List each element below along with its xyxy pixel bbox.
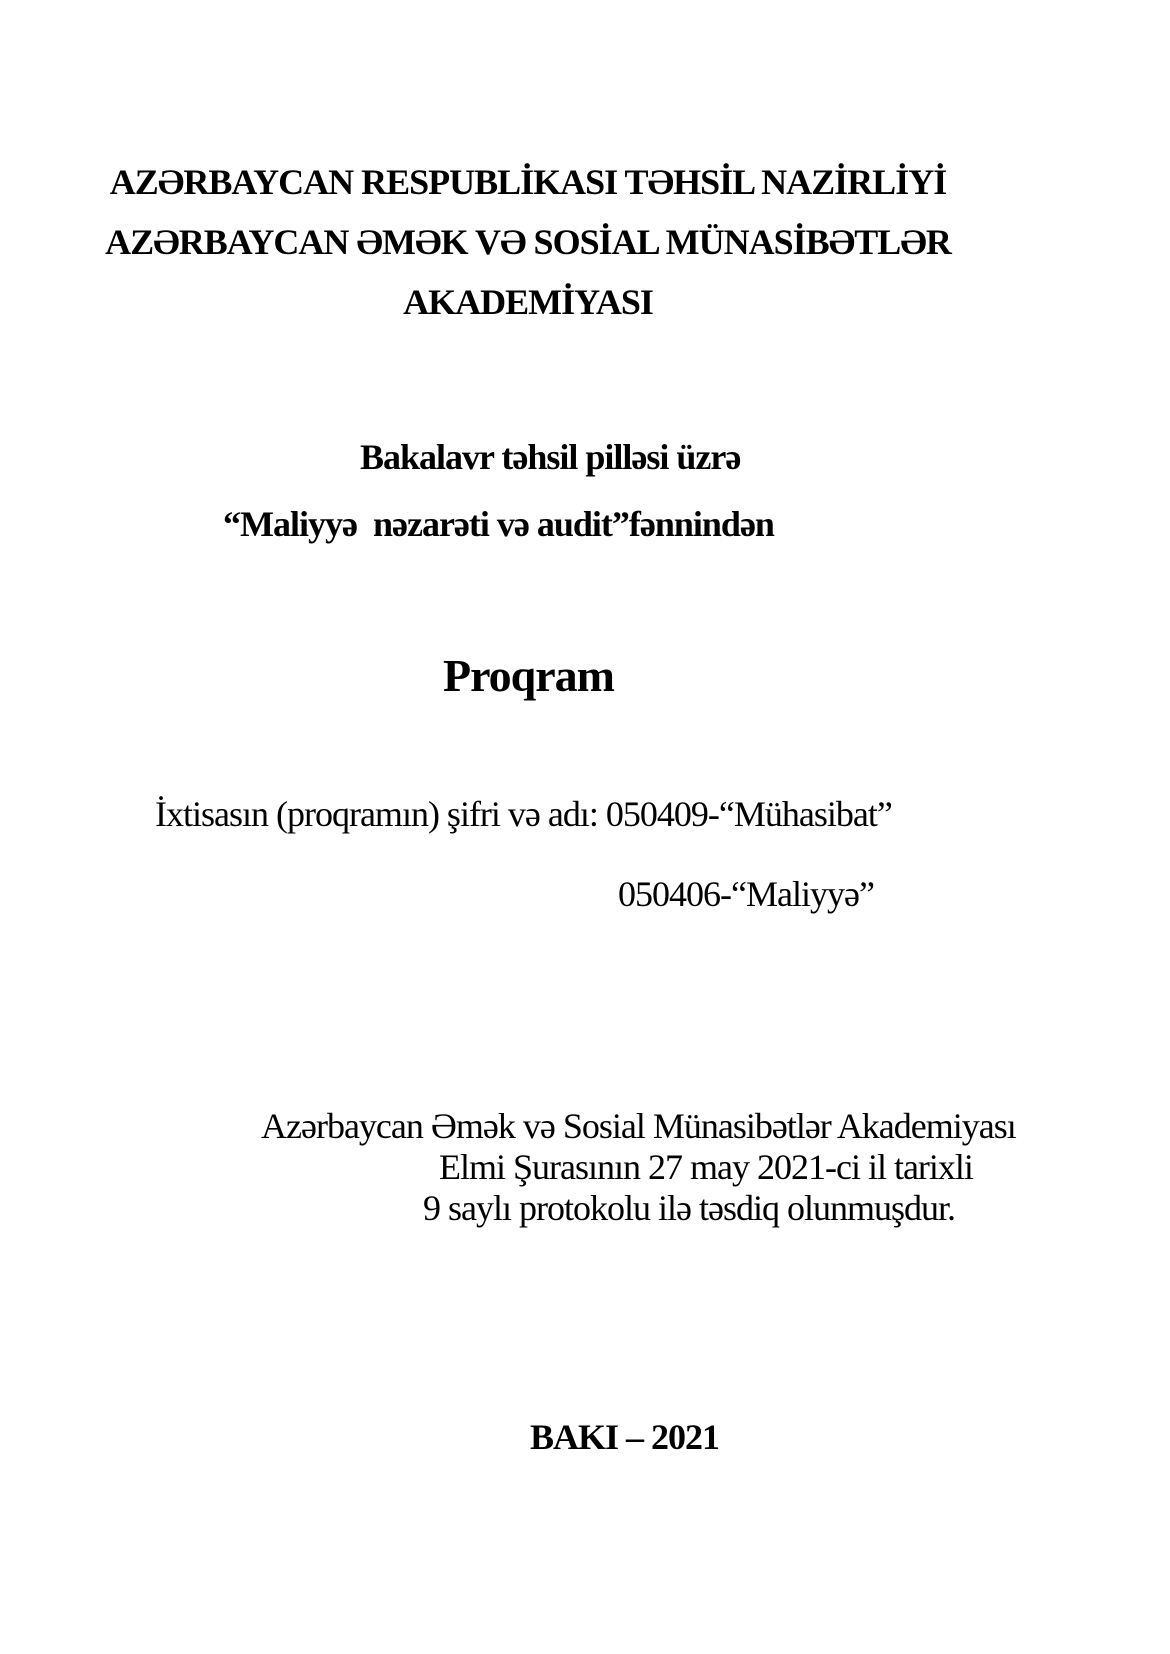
document-title: Proqram — [443, 650, 615, 701]
specialty-code-line-1: İxtisasın (proqramın) şifri və adı: 050409-“Mühasibat” — [155, 794, 892, 834]
approval-protocol-line: 9 saylı protokolu ilə təsdiq olunmuşdur. — [423, 1188, 955, 1228]
approval-academy-line: Azərbaycan Əmək və Sosial Münasibətlər Akademiyası — [261, 1106, 1016, 1146]
academy-name-line: AZƏRBAYCAN ƏMƏK VƏ SOSİAL MÜNASİBƏTLƏR — [105, 222, 951, 262]
ministry-line: AZƏRBAYCAN RESPUBLİKASI TƏHSİL NAZİRLİYİ — [109, 162, 947, 202]
subject-name-line: “Maliyyə nəzarəti və audit”fənnindən — [223, 504, 774, 544]
approval-council-date-line: Elmi Şurasının 27 may 2021-ci il tarixli — [439, 1147, 973, 1187]
city-year-line: BAKI – 2021 — [530, 1417, 720, 1457]
academy-name-line2: AKADEMİYASI — [403, 282, 653, 322]
header-block — [0, 152, 1056, 332]
specialty-code-line-2: 050406-“Maliyyə” — [618, 874, 874, 914]
degree-level-line: Bakalavr təhsil pilləsi üzrə — [360, 437, 741, 477]
